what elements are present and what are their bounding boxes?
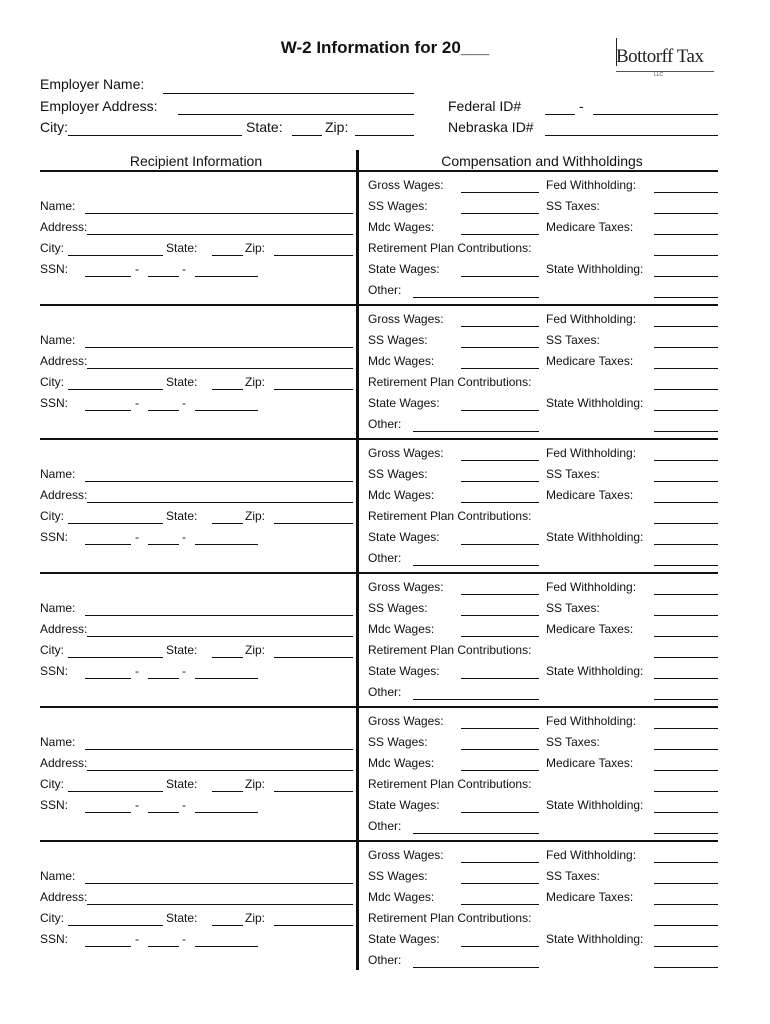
recipient-name-field[interactable] bbox=[85, 615, 353, 616]
state-wages-label: State Wages: bbox=[368, 932, 440, 946]
state-wages-label: State Wages: bbox=[368, 262, 440, 276]
ss-taxes-field[interactable] bbox=[654, 347, 718, 348]
other-description-field[interactable] bbox=[413, 833, 539, 834]
retirement-contributions-label: Retirement Plan Contributions: bbox=[368, 777, 532, 791]
retirement-contributions-label: Retirement Plan Contributions: bbox=[368, 911, 532, 925]
recipient-city-label: City: bbox=[40, 643, 64, 657]
employer-name-label: Employer Name: bbox=[40, 76, 145, 92]
state-withholding-field[interactable] bbox=[654, 812, 718, 813]
employer-zip-label: Zip: bbox=[325, 119, 349, 135]
retirement-contributions-label: Retirement Plan Contributions: bbox=[368, 643, 532, 657]
other-amount-field[interactable] bbox=[654, 565, 718, 566]
recipient-state-label: State: bbox=[166, 777, 198, 791]
gross-wages-field[interactable] bbox=[461, 460, 539, 461]
ssn-dash: - bbox=[135, 798, 139, 812]
state-withholding-label: State Withholding: bbox=[546, 262, 644, 276]
fed-withholding-label: Fed Withholding: bbox=[546, 312, 637, 326]
page-title: W-2 Information for 20___ bbox=[280, 38, 490, 57]
state-wages-field[interactable] bbox=[461, 678, 539, 679]
mdc-wages-field[interactable] bbox=[461, 502, 539, 503]
nebraska-id-field[interactable] bbox=[545, 135, 718, 136]
recipient-address-label: Address: bbox=[40, 220, 88, 234]
recipient-zip-field[interactable] bbox=[274, 657, 353, 658]
state-withholding-field[interactable] bbox=[654, 678, 718, 679]
recipient-name-label: Name: bbox=[40, 869, 76, 883]
block-separator bbox=[40, 438, 718, 440]
recipient-address-field[interactable] bbox=[87, 234, 353, 235]
other-label: Other: bbox=[368, 953, 402, 967]
ssn-part2-field[interactable] bbox=[148, 812, 179, 813]
state-withholding-label: State Withholding: bbox=[546, 798, 644, 812]
other-amount-field[interactable] bbox=[654, 297, 718, 298]
ss-taxes-field[interactable] bbox=[654, 213, 718, 214]
recipient-zip-field[interactable] bbox=[274, 389, 353, 390]
federal-id-separator: - bbox=[579, 98, 584, 114]
recipient-address-label: Address: bbox=[40, 622, 88, 636]
ssn-part1-field[interactable] bbox=[85, 678, 131, 679]
other-description-field[interactable] bbox=[413, 297, 539, 298]
recipient-name-field[interactable] bbox=[85, 481, 353, 482]
recipient-zip-field[interactable] bbox=[274, 255, 353, 256]
recipient-name-label: Name: bbox=[40, 199, 76, 213]
mdc-wages-label: Mdc Wages: bbox=[368, 890, 435, 904]
recipient-city-label: City: bbox=[40, 509, 64, 523]
recipient-state-field[interactable] bbox=[212, 791, 243, 792]
recipient-address-field[interactable] bbox=[87, 770, 353, 771]
recipient-address-field[interactable] bbox=[87, 502, 353, 503]
retirement-contributions-field[interactable] bbox=[654, 523, 718, 524]
ssn-part2-field[interactable] bbox=[148, 544, 179, 545]
recipient-city-label: City: bbox=[40, 241, 64, 255]
recipient-city-field[interactable] bbox=[68, 523, 163, 524]
retirement-contributions-field[interactable] bbox=[654, 791, 718, 792]
medicare-taxes-field[interactable] bbox=[654, 502, 718, 503]
recipient-ssn-label: SSN: bbox=[40, 932, 69, 946]
ss-wages-label: SS Wages: bbox=[368, 333, 428, 347]
ssn-part2-field[interactable] bbox=[148, 946, 179, 947]
recipient-state-field[interactable] bbox=[212, 255, 243, 256]
ssn-dash: - bbox=[182, 262, 186, 276]
recipient-state-label: State: bbox=[166, 911, 198, 925]
medicare-taxes-field[interactable] bbox=[654, 636, 718, 637]
other-amount-field[interactable] bbox=[654, 699, 718, 700]
block-separator bbox=[40, 840, 718, 842]
recipient-ssn-label: SSN: bbox=[40, 530, 69, 544]
recipient-ssn-label: SSN: bbox=[40, 664, 69, 678]
ssn-part3-field[interactable] bbox=[195, 410, 258, 411]
mdc-wages-label: Mdc Wages: bbox=[368, 220, 435, 234]
recipient-name-label: Name: bbox=[40, 333, 76, 347]
ss-taxes-field[interactable] bbox=[654, 749, 718, 750]
state-withholding-label: State Withholding: bbox=[546, 396, 644, 410]
recipient-city-field[interactable] bbox=[68, 255, 163, 256]
gross-wages-label: Gross Wages: bbox=[368, 714, 444, 728]
employer-address-field[interactable] bbox=[178, 114, 414, 115]
block-separator bbox=[40, 170, 718, 172]
employer-address-label: Employer Address: bbox=[40, 98, 158, 114]
mdc-wages-label: Mdc Wages: bbox=[368, 756, 435, 770]
ssn-part1-field[interactable] bbox=[85, 276, 131, 277]
employer-zip-field[interactable] bbox=[355, 135, 414, 136]
medicare-taxes-label: Medicare Taxes: bbox=[546, 890, 634, 904]
recipient-address-label: Address: bbox=[40, 890, 88, 904]
gross-wages-label: Gross Wages: bbox=[368, 580, 444, 594]
ssn-dash: - bbox=[182, 396, 186, 410]
other-description-field[interactable] bbox=[413, 967, 539, 968]
recipient-name-field[interactable] bbox=[85, 883, 353, 884]
gross-wages-field[interactable] bbox=[461, 326, 539, 327]
retirement-contributions-label: Retirement Plan Contributions: bbox=[368, 509, 532, 523]
block-separator bbox=[40, 304, 718, 306]
state-withholding-label: State Withholding: bbox=[546, 530, 644, 544]
ssn-dash: - bbox=[135, 664, 139, 678]
other-amount-field[interactable] bbox=[654, 967, 718, 968]
other-description-field[interactable] bbox=[413, 565, 539, 566]
recipient-address-field[interactable] bbox=[87, 636, 353, 637]
state-wages-field[interactable] bbox=[461, 276, 539, 277]
federal-id-suffix-field[interactable] bbox=[593, 114, 718, 115]
ss-taxes-label: SS Taxes: bbox=[546, 467, 600, 481]
recipient-zip-label: Zip: bbox=[245, 509, 266, 523]
medicare-taxes-field[interactable] bbox=[654, 234, 718, 235]
mdc-wages-label: Mdc Wages: bbox=[368, 622, 435, 636]
mdc-wages-field[interactable] bbox=[461, 636, 539, 637]
other-label: Other: bbox=[368, 417, 402, 431]
other-label: Other: bbox=[368, 685, 402, 699]
recipient-zip-label: Zip: bbox=[245, 911, 266, 925]
ss-taxes-label: SS Taxes: bbox=[546, 199, 600, 213]
ss-taxes-label: SS Taxes: bbox=[546, 735, 600, 749]
other-label: Other: bbox=[368, 819, 402, 833]
recipient-state-label: State: bbox=[166, 509, 198, 523]
column-divider bbox=[356, 150, 359, 970]
ss-wages-label: SS Wages: bbox=[368, 735, 428, 749]
employer-city-label: City: bbox=[40, 119, 68, 135]
mdc-wages-label: Mdc Wages: bbox=[368, 488, 435, 502]
retirement-contributions-field[interactable] bbox=[654, 255, 718, 256]
recipient-state-field[interactable] bbox=[212, 925, 243, 926]
medicare-taxes-label: Medicare Taxes: bbox=[546, 488, 634, 502]
recipient-zip-label: Zip: bbox=[245, 643, 266, 657]
recipient-state-label: State: bbox=[166, 643, 198, 657]
ss-wages-label: SS Wages: bbox=[368, 199, 428, 213]
state-wages-field[interactable] bbox=[461, 812, 539, 813]
state-wages-label: State Wages: bbox=[368, 396, 440, 410]
other-label: Other: bbox=[368, 283, 402, 297]
state-withholding-field[interactable] bbox=[654, 276, 718, 277]
medicare-taxes-label: Medicare Taxes: bbox=[546, 622, 634, 636]
ssn-dash: - bbox=[182, 798, 186, 812]
recipient-ssn-label: SSN: bbox=[40, 262, 69, 276]
ss-wages-label: SS Wages: bbox=[368, 467, 428, 481]
fed-withholding-field[interactable] bbox=[654, 594, 718, 595]
medicare-taxes-field[interactable] bbox=[654, 770, 718, 771]
recipient-zip-field[interactable] bbox=[274, 791, 353, 792]
ss-wages-field[interactable] bbox=[461, 883, 539, 884]
fed-withholding-label: Fed Withholding: bbox=[546, 714, 637, 728]
recipient-city-label: City: bbox=[40, 911, 64, 925]
state-withholding-label: State Withholding: bbox=[546, 932, 644, 946]
recipient-address-field[interactable] bbox=[87, 368, 353, 369]
ssn-part1-field[interactable] bbox=[85, 410, 131, 411]
ss-wages-field[interactable] bbox=[461, 749, 539, 750]
recipient-address-field[interactable] bbox=[87, 904, 353, 905]
recipient-name-field[interactable] bbox=[85, 213, 353, 214]
company-logo bbox=[614, 36, 724, 80]
retirement-contributions-field[interactable] bbox=[654, 657, 718, 658]
compensation-section-heading: Compensation and Withholdings bbox=[441, 153, 643, 169]
ssn-dash: - bbox=[135, 262, 139, 276]
other-description-field[interactable] bbox=[413, 699, 539, 700]
employer-state-field[interactable] bbox=[292, 135, 322, 136]
gross-wages-field[interactable] bbox=[461, 192, 539, 193]
fed-withholding-label: Fed Withholding: bbox=[546, 446, 637, 460]
state-wages-label: State Wages: bbox=[368, 664, 440, 678]
state-wages-field[interactable] bbox=[461, 410, 539, 411]
state-withholding-label: State Withholding: bbox=[546, 664, 644, 678]
state-wages-label: State Wages: bbox=[368, 530, 440, 544]
medicare-taxes-label: Medicare Taxes: bbox=[546, 756, 634, 770]
fed-withholding-label: Fed Withholding: bbox=[546, 178, 637, 192]
medicare-taxes-field[interactable] bbox=[654, 904, 718, 905]
recipient-address-label: Address: bbox=[40, 488, 88, 502]
recipient-ssn-label: SSN: bbox=[40, 396, 69, 410]
recipient-state-field[interactable] bbox=[212, 523, 243, 524]
ssn-dash: - bbox=[135, 932, 139, 946]
other-label: Other: bbox=[368, 551, 402, 565]
ss-taxes-field[interactable] bbox=[654, 883, 718, 884]
ss-wages-field[interactable] bbox=[461, 615, 539, 616]
fed-withholding-field[interactable] bbox=[654, 192, 718, 193]
ssn-dash: - bbox=[135, 530, 139, 544]
recipient-name-field[interactable] bbox=[85, 749, 353, 750]
fed-withholding-field[interactable] bbox=[654, 326, 718, 327]
medicare-taxes-field[interactable] bbox=[654, 368, 718, 369]
recipient-zip-field[interactable] bbox=[274, 523, 353, 524]
gross-wages-label: Gross Wages: bbox=[368, 446, 444, 460]
ssn-part3-field[interactable] bbox=[195, 276, 258, 277]
fed-withholding-field[interactable] bbox=[654, 460, 718, 461]
ssn-dash: - bbox=[182, 932, 186, 946]
ssn-part1-field[interactable] bbox=[85, 946, 131, 947]
fed-withholding-field[interactable] bbox=[654, 728, 718, 729]
ss-wages-field[interactable] bbox=[461, 347, 539, 348]
federal-id-prefix-field[interactable] bbox=[545, 114, 575, 115]
medicare-taxes-label: Medicare Taxes: bbox=[546, 220, 634, 234]
recipient-name-field[interactable] bbox=[85, 347, 353, 348]
state-withholding-field[interactable] bbox=[654, 946, 718, 947]
ss-taxes-field[interactable] bbox=[654, 615, 718, 616]
recipient-zip-label: Zip: bbox=[245, 777, 266, 791]
ssn-part3-field[interactable] bbox=[195, 946, 258, 947]
recipient-state-field[interactable] bbox=[212, 389, 243, 390]
ss-wages-field[interactable] bbox=[461, 481, 539, 482]
state-wages-field[interactable] bbox=[461, 544, 539, 545]
recipient-zip-field[interactable] bbox=[274, 925, 353, 926]
recipient-city-label: City: bbox=[40, 777, 64, 791]
federal-id-label: Federal ID# bbox=[448, 98, 522, 114]
block-separator bbox=[40, 706, 718, 708]
other-amount-field[interactable] bbox=[654, 431, 718, 432]
fed-withholding-label: Fed Withholding: bbox=[546, 848, 637, 862]
ss-wages-field[interactable] bbox=[461, 213, 539, 214]
fed-withholding-field[interactable] bbox=[654, 862, 718, 863]
recipient-name-label: Name: bbox=[40, 735, 76, 749]
gross-wages-label: Gross Wages: bbox=[368, 848, 444, 862]
mdc-wages-label: Mdc Wages: bbox=[368, 354, 435, 368]
fed-withholding-label: Fed Withholding: bbox=[546, 580, 637, 594]
ssn-part1-field[interactable] bbox=[85, 812, 131, 813]
ss-taxes-label: SS Taxes: bbox=[546, 869, 600, 883]
ssn-part3-field[interactable] bbox=[195, 544, 258, 545]
mdc-wages-field[interactable] bbox=[461, 234, 539, 235]
nebraska-id-label: Nebraska ID# bbox=[448, 119, 534, 135]
ssn-part1-field[interactable] bbox=[85, 544, 131, 545]
state-wages-label: State Wages: bbox=[368, 798, 440, 812]
retirement-contributions-label: Retirement Plan Contributions: bbox=[368, 241, 532, 255]
recipient-address-label: Address: bbox=[40, 756, 88, 770]
state-wages-field[interactable] bbox=[461, 946, 539, 947]
gross-wages-field[interactable] bbox=[461, 594, 539, 595]
ss-taxes-field[interactable] bbox=[654, 481, 718, 482]
other-amount-field[interactable] bbox=[654, 833, 718, 834]
retirement-contributions-field[interactable] bbox=[654, 925, 718, 926]
ssn-dash: - bbox=[182, 530, 186, 544]
ssn-part2-field[interactable] bbox=[148, 678, 179, 679]
recipient-address-label: Address: bbox=[40, 354, 88, 368]
recipient-city-field[interactable] bbox=[68, 657, 163, 658]
state-withholding-field[interactable] bbox=[654, 544, 718, 545]
recipient-name-label: Name: bbox=[40, 601, 76, 615]
gross-wages-field[interactable] bbox=[461, 862, 539, 863]
state-withholding-field[interactable] bbox=[654, 410, 718, 411]
other-description-field[interactable] bbox=[413, 431, 539, 432]
gross-wages-field[interactable] bbox=[461, 728, 539, 729]
retirement-contributions-field[interactable] bbox=[654, 389, 718, 390]
ss-taxes-label: SS Taxes: bbox=[546, 333, 600, 347]
recipient-name-label: Name: bbox=[40, 467, 76, 481]
ssn-dash: - bbox=[135, 396, 139, 410]
recipient-city-label: City: bbox=[40, 375, 64, 389]
logo-subtext: LLC bbox=[654, 72, 664, 78]
gross-wages-label: Gross Wages: bbox=[368, 312, 444, 326]
block-separator bbox=[40, 572, 718, 574]
recipient-city-field[interactable] bbox=[68, 925, 163, 926]
retirement-contributions-label: Retirement Plan Contributions: bbox=[368, 375, 532, 389]
logo-text: Bottorff Tax bbox=[616, 46, 704, 67]
ssn-part2-field[interactable] bbox=[148, 410, 179, 411]
ssn-part3-field[interactable] bbox=[195, 678, 258, 679]
employer-city-field[interactable] bbox=[68, 135, 242, 136]
recipient-state-field[interactable] bbox=[212, 657, 243, 658]
recipient-zip-label: Zip: bbox=[245, 241, 266, 255]
recipient-state-label: State: bbox=[166, 375, 198, 389]
recipient-city-field[interactable] bbox=[68, 791, 163, 792]
mdc-wages-field[interactable] bbox=[461, 368, 539, 369]
recipient-section-heading: Recipient Information bbox=[129, 153, 263, 169]
recipient-ssn-label: SSN: bbox=[40, 798, 69, 812]
recipient-state-label: State: bbox=[166, 241, 198, 255]
recipient-city-field[interactable] bbox=[68, 389, 163, 390]
ssn-part3-field[interactable] bbox=[195, 812, 258, 813]
gross-wages-label: Gross Wages: bbox=[368, 178, 444, 192]
mdc-wages-field[interactable] bbox=[461, 770, 539, 771]
recipient-zip-label: Zip: bbox=[245, 375, 266, 389]
employer-state-label: State: bbox=[246, 119, 283, 135]
ss-wages-label: SS Wages: bbox=[368, 869, 428, 883]
ss-taxes-label: SS Taxes: bbox=[546, 601, 600, 615]
mdc-wages-field[interactable] bbox=[461, 904, 539, 905]
employer-name-field[interactable] bbox=[163, 93, 414, 94]
medicare-taxes-label: Medicare Taxes: bbox=[546, 354, 634, 368]
ssn-dash: - bbox=[182, 664, 186, 678]
ss-wages-label: SS Wages: bbox=[368, 601, 428, 615]
ssn-part2-field[interactable] bbox=[148, 276, 179, 277]
